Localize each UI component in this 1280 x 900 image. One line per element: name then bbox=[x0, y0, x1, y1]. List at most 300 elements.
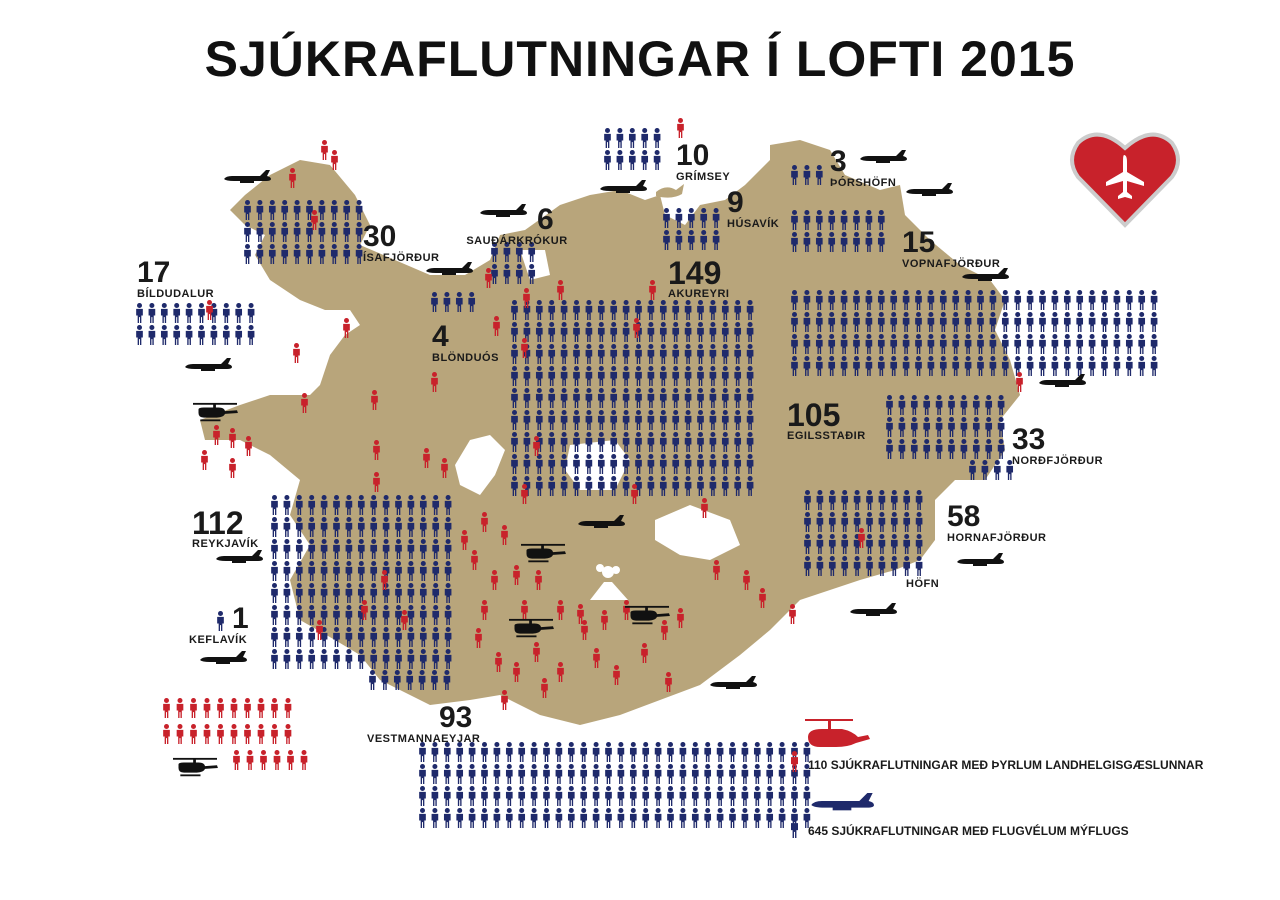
person-icon bbox=[245, 436, 252, 456]
person-icon bbox=[605, 808, 612, 828]
person-icon bbox=[1151, 312, 1158, 332]
person-icon bbox=[206, 300, 213, 320]
person-icon bbox=[543, 808, 550, 828]
person-icon bbox=[494, 764, 501, 784]
person-icon bbox=[217, 724, 224, 744]
person-icon bbox=[190, 724, 197, 744]
person-icon bbox=[244, 724, 251, 744]
person-icon bbox=[231, 698, 238, 718]
person-icon bbox=[1039, 290, 1046, 310]
person-icon bbox=[766, 808, 773, 828]
person-icon bbox=[229, 458, 236, 478]
person-icon bbox=[177, 698, 184, 718]
label-egilsstadir: 105 EGILSSTAÐIR bbox=[787, 397, 866, 442]
person-icon bbox=[456, 808, 463, 828]
person-icon bbox=[271, 583, 278, 603]
person-icon bbox=[1089, 356, 1096, 376]
person-icon bbox=[556, 786, 563, 806]
person-icon bbox=[717, 808, 724, 828]
person-icon bbox=[654, 150, 661, 170]
person-icon bbox=[204, 698, 211, 718]
person-icon bbox=[680, 764, 687, 784]
person-icon bbox=[729, 742, 736, 762]
person-icon bbox=[501, 690, 508, 710]
person-icon bbox=[754, 786, 761, 806]
person-icon bbox=[333, 649, 340, 669]
airplane-icon bbox=[957, 553, 1004, 566]
person-icon bbox=[149, 325, 156, 345]
person-icon bbox=[692, 808, 699, 828]
person-icon bbox=[494, 786, 501, 806]
person-icon bbox=[1064, 356, 1071, 376]
person-icon bbox=[692, 786, 699, 806]
person-icon bbox=[456, 742, 463, 762]
person-icon bbox=[791, 786, 798, 806]
person-icon bbox=[506, 808, 513, 828]
person-icon bbox=[213, 425, 220, 445]
person-icon bbox=[779, 764, 786, 784]
person-icon bbox=[1002, 312, 1009, 332]
label-saudarkrokur: 6 SAUÐÁRKRÓKUR bbox=[466, 203, 568, 247]
person-icon bbox=[1064, 334, 1071, 354]
person-icon bbox=[198, 303, 205, 323]
person-icon bbox=[284, 605, 291, 625]
person-icon bbox=[791, 764, 798, 784]
person-icon bbox=[531, 764, 538, 784]
label-bildudalur: 17 BÍLDUDALUR bbox=[137, 256, 215, 300]
person-icon bbox=[506, 764, 513, 784]
person-icon bbox=[1052, 290, 1059, 310]
person-icon bbox=[717, 786, 724, 806]
helicopter-icon bbox=[173, 758, 218, 776]
person-icon bbox=[630, 742, 637, 762]
person-icon bbox=[231, 724, 238, 744]
person-icon bbox=[531, 786, 538, 806]
person-icon bbox=[235, 303, 242, 323]
person-icon bbox=[630, 808, 637, 828]
person-icon bbox=[223, 325, 230, 345]
person-icon bbox=[456, 786, 463, 806]
person-icon bbox=[754, 764, 761, 784]
person-icon bbox=[296, 649, 303, 669]
label-husavik: 9 HÚSAVÍK bbox=[727, 186, 780, 230]
label-keflavik: 1 KEFLAVÍK bbox=[189, 602, 249, 646]
person-icon bbox=[271, 517, 278, 537]
airplane-icon bbox=[216, 550, 263, 563]
person-icon bbox=[580, 742, 587, 762]
person-icon bbox=[742, 808, 749, 828]
person-icon bbox=[518, 764, 525, 784]
person-icon bbox=[580, 808, 587, 828]
person-icon bbox=[580, 786, 587, 806]
person-icon bbox=[284, 627, 291, 647]
person-icon bbox=[604, 150, 611, 170]
person-icon bbox=[655, 808, 662, 828]
person-icon bbox=[1114, 356, 1121, 376]
person-icon bbox=[1126, 312, 1133, 332]
person-icon bbox=[333, 627, 340, 647]
person-icon bbox=[296, 605, 303, 625]
label-hornafjordur: 58 HORNAFJÖRÐUR bbox=[947, 500, 1047, 544]
person-icon bbox=[677, 118, 684, 138]
person-icon bbox=[271, 539, 278, 559]
whale-icon bbox=[656, 184, 684, 198]
person-icon bbox=[641, 128, 648, 148]
label-nordfjordur: 33 NORÐFJÖRÐUR bbox=[1012, 423, 1104, 467]
person-icon bbox=[506, 786, 513, 806]
label-vopnafjordur: 15 VOPNAFJÖRÐUR bbox=[902, 226, 1001, 270]
person-icon bbox=[177, 724, 184, 744]
person-icon bbox=[1076, 312, 1083, 332]
person-icon bbox=[1126, 334, 1133, 354]
person-icon bbox=[469, 786, 476, 806]
person-icon bbox=[257, 222, 264, 242]
label-thorshofn: 3 ÞÓRSHÖFN bbox=[830, 145, 897, 189]
person-icon bbox=[630, 786, 637, 806]
person-icon bbox=[444, 742, 451, 762]
person-icon bbox=[247, 750, 254, 770]
person-icon bbox=[891, 556, 898, 576]
person-icon bbox=[217, 698, 224, 718]
person-icon bbox=[766, 764, 773, 784]
airplane-icon bbox=[185, 358, 232, 371]
person-icon bbox=[630, 764, 637, 784]
person-icon bbox=[789, 604, 796, 624]
person-icon bbox=[568, 786, 575, 806]
person-icon bbox=[211, 325, 218, 345]
person-icon bbox=[680, 808, 687, 828]
person-icon bbox=[260, 750, 267, 770]
person-icon bbox=[432, 808, 439, 828]
person-icon bbox=[419, 764, 426, 784]
person-icon bbox=[742, 764, 749, 784]
person-icon bbox=[217, 611, 224, 631]
person-icon bbox=[618, 764, 625, 784]
person-icon bbox=[1151, 290, 1158, 310]
person-icon bbox=[481, 808, 488, 828]
person-icon bbox=[248, 325, 255, 345]
person-icon bbox=[271, 627, 278, 647]
person-icon bbox=[618, 742, 625, 762]
person-icon bbox=[903, 556, 910, 576]
legend-helicopter-icon bbox=[805, 719, 870, 747]
person-icon bbox=[444, 764, 451, 784]
person-icon bbox=[1039, 356, 1046, 376]
person-icon bbox=[432, 764, 439, 784]
person-icon bbox=[543, 742, 550, 762]
person-icon bbox=[804, 786, 811, 806]
person-icon bbox=[642, 764, 649, 784]
person-icon bbox=[779, 786, 786, 806]
person-icon bbox=[301, 750, 308, 770]
person-icon bbox=[766, 786, 773, 806]
person-icon bbox=[617, 150, 624, 170]
person-icon bbox=[531, 742, 538, 762]
person-icon bbox=[1089, 334, 1096, 354]
person-icon bbox=[1151, 356, 1158, 376]
person-icon bbox=[287, 750, 294, 770]
person-icon bbox=[605, 742, 612, 762]
person-icon bbox=[1138, 290, 1145, 310]
person-icon bbox=[1027, 290, 1034, 310]
label-blonduos: 4 BLÖNDUÓS bbox=[432, 320, 499, 364]
person-icon bbox=[642, 786, 649, 806]
person-icon bbox=[293, 343, 300, 363]
person-icon bbox=[704, 764, 711, 784]
person-icon bbox=[1126, 290, 1133, 310]
person-icon bbox=[617, 128, 624, 148]
person-icon bbox=[308, 649, 315, 669]
person-icon bbox=[641, 150, 648, 170]
airplane-icon bbox=[850, 603, 897, 616]
person-icon bbox=[229, 428, 236, 448]
person-icon bbox=[1101, 290, 1108, 310]
person-icon bbox=[629, 150, 636, 170]
person-icon bbox=[444, 808, 451, 828]
person-icon bbox=[419, 808, 426, 828]
person-icon bbox=[1114, 334, 1121, 354]
person-icon bbox=[331, 150, 338, 170]
person-icon bbox=[1027, 312, 1034, 332]
person-icon bbox=[680, 742, 687, 762]
person-icon bbox=[729, 808, 736, 828]
person-icon bbox=[667, 808, 674, 828]
person-icon bbox=[754, 808, 761, 828]
person-icon bbox=[1039, 334, 1046, 354]
airplane-icon bbox=[600, 180, 647, 193]
person-icon bbox=[704, 808, 711, 828]
person-icon bbox=[655, 764, 662, 784]
person-icon bbox=[742, 742, 749, 762]
person-icon bbox=[494, 808, 501, 828]
person-icon bbox=[1052, 334, 1059, 354]
person-icon bbox=[667, 786, 674, 806]
person-icon bbox=[1138, 356, 1145, 376]
legend-blue-person-icon bbox=[791, 817, 798, 838]
person-icon bbox=[593, 808, 600, 828]
person-icon bbox=[717, 742, 724, 762]
person-icon bbox=[1076, 334, 1083, 354]
person-icon bbox=[444, 786, 451, 806]
label-vestmannaeyjar: 93 VESTMANNAEYJAR bbox=[367, 701, 481, 745]
person-icon bbox=[186, 303, 193, 323]
person-icon bbox=[531, 808, 538, 828]
person-icon bbox=[568, 808, 575, 828]
person-icon bbox=[654, 128, 661, 148]
person-icon bbox=[994, 460, 1001, 480]
person-icon bbox=[568, 742, 575, 762]
person-icon bbox=[518, 742, 525, 762]
person-icon bbox=[161, 303, 168, 323]
person-icon bbox=[742, 786, 749, 806]
person-icon bbox=[223, 303, 230, 323]
person-icon bbox=[543, 764, 550, 784]
person-icon bbox=[766, 742, 773, 762]
person-icon bbox=[1014, 334, 1021, 354]
person-icon bbox=[136, 303, 143, 323]
person-icon bbox=[1138, 312, 1145, 332]
person-icon bbox=[258, 724, 265, 744]
person-icon bbox=[1114, 312, 1121, 332]
person-icon bbox=[1089, 290, 1096, 310]
person-icon bbox=[642, 808, 649, 828]
person-icon bbox=[1076, 356, 1083, 376]
person-icon bbox=[382, 670, 389, 690]
person-icon bbox=[271, 724, 278, 744]
person-icon bbox=[284, 539, 291, 559]
person-icon bbox=[233, 750, 240, 770]
person-icon bbox=[198, 325, 205, 345]
person-icon bbox=[419, 742, 426, 762]
label-hofn: HÖFN bbox=[906, 578, 940, 590]
person-icon bbox=[271, 649, 278, 669]
person-icon bbox=[161, 325, 168, 345]
person-icon bbox=[469, 808, 476, 828]
person-icon bbox=[358, 649, 365, 669]
person-icon bbox=[248, 303, 255, 323]
person-icon bbox=[469, 742, 476, 762]
person-icon bbox=[506, 742, 513, 762]
person-icon bbox=[518, 808, 525, 828]
person-icon bbox=[284, 495, 291, 515]
person-icon bbox=[369, 670, 376, 690]
person-icon bbox=[284, 517, 291, 537]
page-title: SJÚKRAFLUTNINGAR Í LOFTI 2015 bbox=[204, 31, 1076, 87]
person-icon bbox=[163, 724, 170, 744]
person-icon bbox=[136, 325, 143, 345]
person-icon bbox=[321, 140, 328, 160]
person-icon bbox=[244, 244, 251, 264]
person-icon bbox=[1002, 290, 1009, 310]
person-icon bbox=[593, 786, 600, 806]
person-icon bbox=[618, 808, 625, 828]
person-icon bbox=[556, 808, 563, 828]
person-icon bbox=[173, 325, 180, 345]
person-icon bbox=[296, 539, 303, 559]
label-reykjavik: 112 REYKJAVÍK bbox=[192, 505, 259, 550]
person-icon bbox=[556, 742, 563, 762]
person-icon bbox=[692, 742, 699, 762]
person-icon bbox=[1114, 290, 1121, 310]
person-icon bbox=[604, 128, 611, 148]
person-icon bbox=[1101, 312, 1108, 332]
person-icon bbox=[346, 649, 353, 669]
person-icon bbox=[754, 742, 761, 762]
person-icon bbox=[779, 808, 786, 828]
person-icon bbox=[1052, 356, 1059, 376]
person-icon bbox=[1151, 334, 1158, 354]
person-icon bbox=[1064, 290, 1071, 310]
person-icon bbox=[274, 750, 281, 770]
person-icon bbox=[285, 698, 292, 718]
person-icon bbox=[667, 742, 674, 762]
person-icon bbox=[308, 627, 315, 647]
person-icon bbox=[481, 742, 488, 762]
person-icon bbox=[1101, 334, 1108, 354]
person-icon bbox=[284, 561, 291, 581]
person-icon bbox=[629, 128, 636, 148]
person-icon bbox=[518, 786, 525, 806]
legend-airplane-icon bbox=[811, 793, 874, 810]
person-icon bbox=[244, 698, 251, 718]
person-icon bbox=[481, 764, 488, 784]
person-icon bbox=[593, 742, 600, 762]
airplane-icon bbox=[710, 676, 757, 689]
person-icon bbox=[1052, 312, 1059, 332]
person-icon bbox=[173, 303, 180, 323]
person-icon bbox=[593, 764, 600, 784]
person-icon bbox=[1138, 334, 1145, 354]
airplane-icon bbox=[200, 651, 247, 664]
person-icon bbox=[469, 764, 476, 784]
person-icon bbox=[284, 583, 291, 603]
person-icon bbox=[258, 698, 265, 718]
person-icon bbox=[271, 495, 278, 515]
person-icon bbox=[163, 698, 170, 718]
person-icon bbox=[729, 786, 736, 806]
person-icon bbox=[149, 303, 156, 323]
person-icon bbox=[321, 649, 328, 669]
person-icon bbox=[556, 764, 563, 784]
person-icon bbox=[717, 764, 724, 784]
person-icon bbox=[704, 742, 711, 762]
person-icon bbox=[916, 556, 923, 576]
person-icon bbox=[729, 764, 736, 784]
person-icon bbox=[1101, 356, 1108, 376]
person-icon bbox=[481, 786, 488, 806]
person-icon bbox=[419, 786, 426, 806]
legend-plane-text: 645 SJÚKRAFLUTNINGAR MEÐ FLUGVÉLUM MÝFLUGS bbox=[808, 824, 1129, 838]
person-icon bbox=[580, 764, 587, 784]
legend-helicopter-text: 110 SJÚKRAFLUTNINGAR MEÐ ÞYRLUM LANDHELGISGÆSLUNNAR bbox=[808, 758, 1204, 772]
person-icon bbox=[605, 764, 612, 784]
person-icon bbox=[704, 786, 711, 806]
person-icon bbox=[201, 450, 208, 470]
person-icon bbox=[655, 742, 662, 762]
person-icon bbox=[642, 742, 649, 762]
person-icon bbox=[432, 742, 439, 762]
person-icon bbox=[543, 786, 550, 806]
person-icon bbox=[456, 764, 463, 784]
person-icon bbox=[1014, 312, 1021, 332]
person-icon bbox=[618, 786, 625, 806]
person-icon bbox=[1126, 356, 1133, 376]
person-icon bbox=[186, 325, 193, 345]
person-icon bbox=[494, 742, 501, 762]
person-icon bbox=[271, 605, 278, 625]
label-akureyri: 149 AKUREYRI bbox=[668, 255, 730, 300]
label-grimsey: 10 GRÍMSEY bbox=[676, 139, 731, 183]
person-icon bbox=[271, 698, 278, 718]
person-icon bbox=[190, 698, 197, 718]
heart-airplane-icon bbox=[1072, 135, 1178, 225]
person-icon bbox=[1039, 312, 1046, 332]
person-icon bbox=[655, 786, 662, 806]
person-icon bbox=[1076, 290, 1083, 310]
person-icon bbox=[1064, 312, 1071, 332]
airplane-icon bbox=[906, 183, 953, 196]
person-icon bbox=[667, 764, 674, 784]
person-icon bbox=[204, 724, 211, 744]
person-icon bbox=[432, 786, 439, 806]
airplane-icon bbox=[480, 204, 527, 217]
person-icon bbox=[779, 742, 786, 762]
person-icon bbox=[1014, 290, 1021, 310]
label-isafjordur: 30 ÍSAFJÖRÐUR bbox=[363, 220, 440, 264]
person-icon bbox=[1027, 356, 1034, 376]
person-icon bbox=[296, 517, 303, 537]
person-icon bbox=[235, 325, 242, 345]
